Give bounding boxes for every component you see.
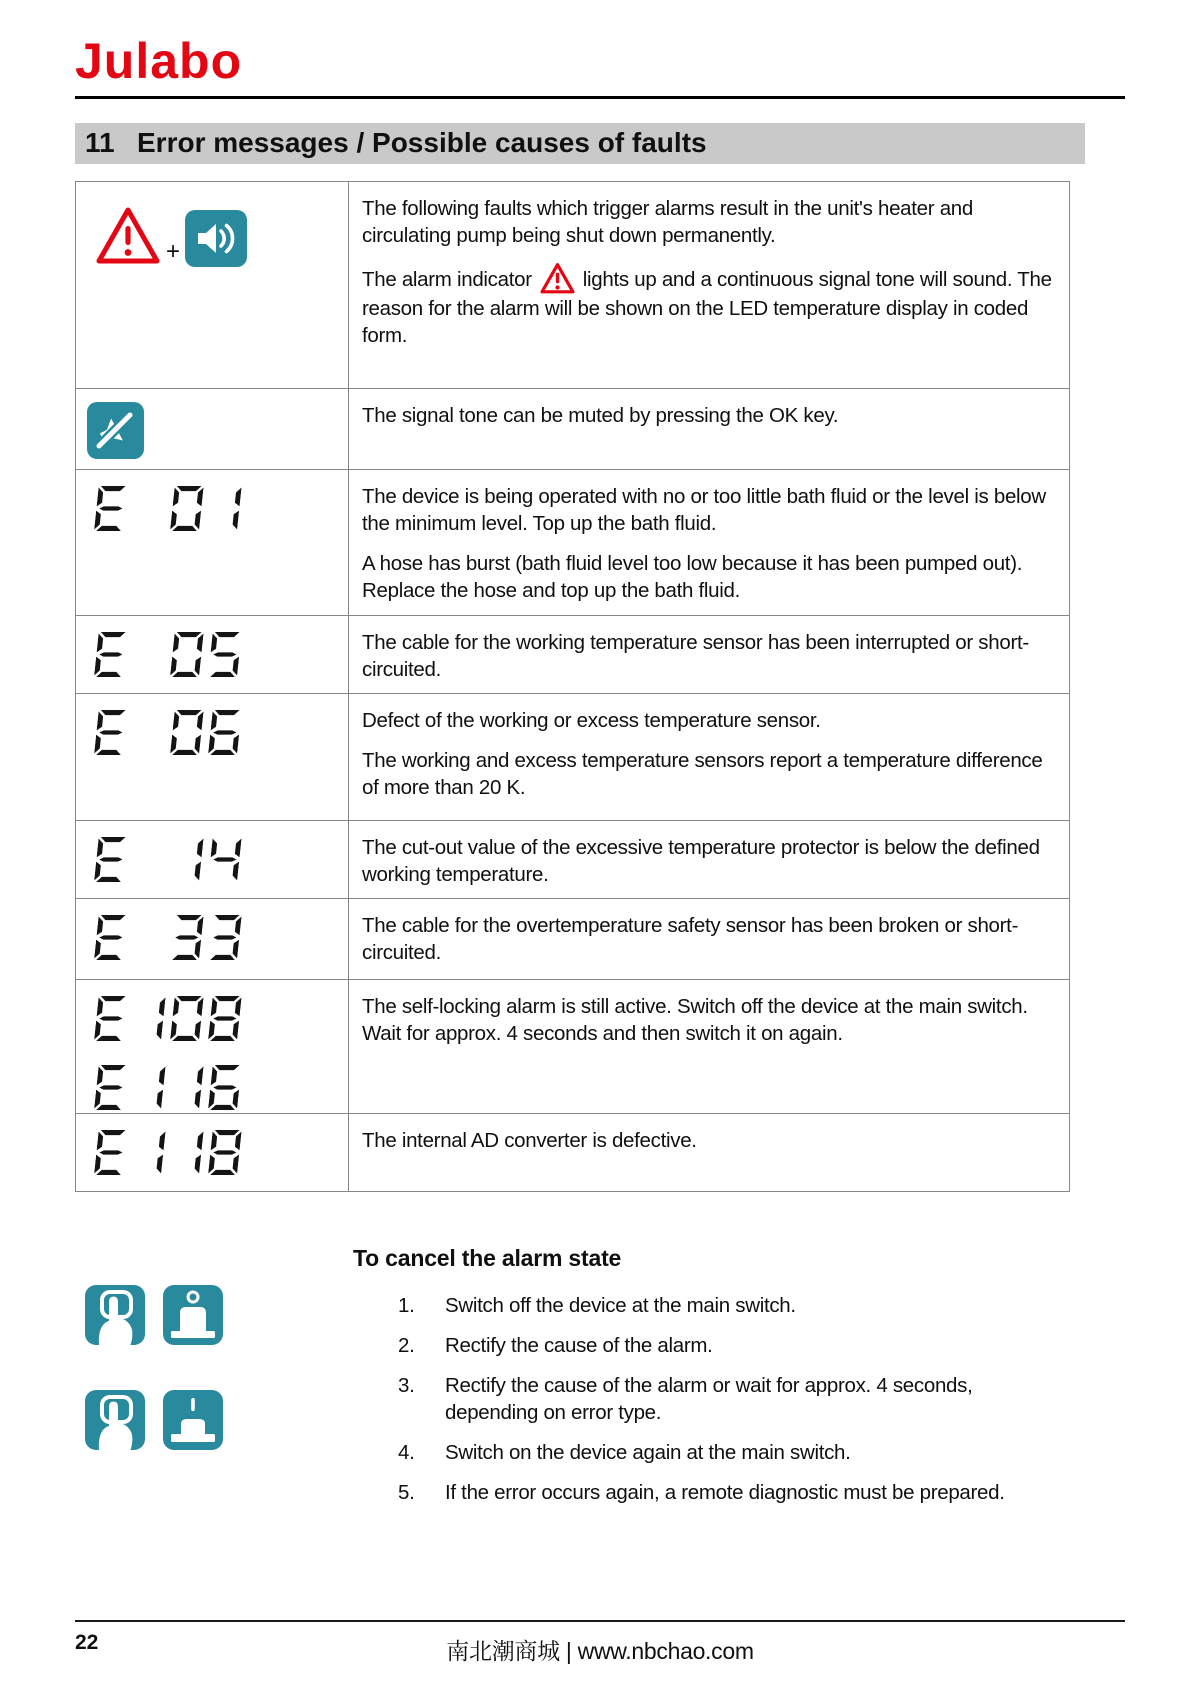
section-heading — [75, 123, 1085, 164]
press-key-icon — [85, 1390, 145, 1450]
led-error-code — [94, 915, 242, 960]
led-error-code — [94, 996, 242, 1041]
table-row-e06 — [76, 694, 1070, 821]
cancel-step: Rectify the cause of the alarm or wait for approx. 4 seconds, depending on error type. — [445, 1374, 973, 1425]
main-switch-off-icon — [163, 1285, 223, 1345]
speaker-muted-icon — [87, 402, 144, 459]
cancel-step: Switch off the device at the main switch. — [445, 1294, 796, 1318]
warning-triangle-icon — [539, 262, 576, 295]
led-error-code — [94, 837, 242, 882]
cancel-icon-column — [75, 1245, 353, 1519]
led-error-code — [94, 486, 242, 531]
fault-description: The cut-out value of the excessive temperature protector is below the defined working temperature. — [362, 836, 1040, 887]
fault-description: Defect of the working or excess temperature sensor. — [362, 709, 821, 733]
press-key-icon — [85, 1285, 145, 1345]
header-divider — [75, 96, 1125, 99]
table-row-e108-e116 — [76, 980, 1070, 1114]
julabo-logo: Julabo — [75, 33, 243, 89]
fault-description: The self-locking alarm is still active. Switch off the device at the main switch. Wait for approx. 4 seconds and then switch it on again. — [362, 995, 1028, 1046]
fault-description: The internal AD converter is defective. — [362, 1129, 697, 1153]
table-row-e14 — [76, 821, 1070, 899]
table-row-e33 — [76, 899, 1070, 980]
fault-description: A hose has burst (bath fluid level too low because it has been pumped out). Replace the hose and top up the bath fluid. — [362, 552, 1023, 603]
icon-pair-switch-on — [85, 1390, 353, 1450]
fault-description: The working and excess temperature sensors report a temperature difference of more than 20 K. — [362, 749, 1043, 800]
fault-description: The cable for the overtemperature safety sensor has been broken or short-circuited. — [362, 914, 1019, 965]
table-row-e05 — [76, 616, 1070, 694]
led-error-code — [94, 1065, 242, 1110]
speaker-icon — [185, 210, 247, 267]
cancel-steps — [353, 1245, 1125, 1519]
footer-site-text: 南北潮商城 | www.nbchao.com — [446, 1638, 754, 1664]
fault-table — [75, 181, 1070, 1192]
cancel-step: Switch on the device again at the main switch. — [445, 1441, 851, 1465]
fault-description: The signal tone can be muted by pressing the OK key. — [362, 404, 839, 428]
table-row-alarm-overview — [76, 182, 1070, 389]
page-footer — [75, 1620, 1125, 1666]
cancel-alarm-section — [75, 1245, 1125, 1519]
warning-triangle-icon — [95, 205, 161, 267]
cancel-step: If the error occurs again, a remote diagnostic must be prepared. — [445, 1481, 1005, 1505]
table-row-e01 — [76, 470, 1070, 616]
icon-pair-switch-off — [85, 1285, 353, 1345]
alarm-icon-group — [77, 183, 347, 267]
cancel-step: Rectify the cause of the alarm. — [445, 1334, 713, 1358]
cancel-heading: To cancel the alarm state — [353, 1245, 622, 1272]
main-switch-on-icon — [163, 1390, 223, 1450]
fault-description: The cable for the working temperature sensor has been interrupted or short-circuited. — [362, 631, 1029, 682]
fault-description: The alarm indicator lights up and a continuous signal tone will sound. The reason for the alarm will be shown on the LED temperature display in coded form. — [362, 262, 1053, 349]
cancel-step-list — [353, 1292, 1125, 1506]
table-row-mute — [76, 389, 1070, 470]
led-error-code — [94, 1130, 242, 1175]
table-row-e118 — [76, 1114, 1070, 1192]
fault-description: The following faults which trigger alarms result in the unit's heater and circulating pump being shut down permanently. — [362, 197, 973, 248]
plus-sign: + — [166, 238, 181, 266]
led-error-code — [94, 710, 242, 755]
section-number: 11 — [85, 127, 115, 158]
led-error-code — [94, 632, 242, 677]
page-number: 22 — [75, 1631, 99, 1654]
fault-description: The device is being operated with no or too little bath fluid or the level is below the minimum level. Top up the bath fluid. — [362, 485, 1046, 536]
section-title: Error messages / Possible causes of faults — [137, 127, 707, 158]
